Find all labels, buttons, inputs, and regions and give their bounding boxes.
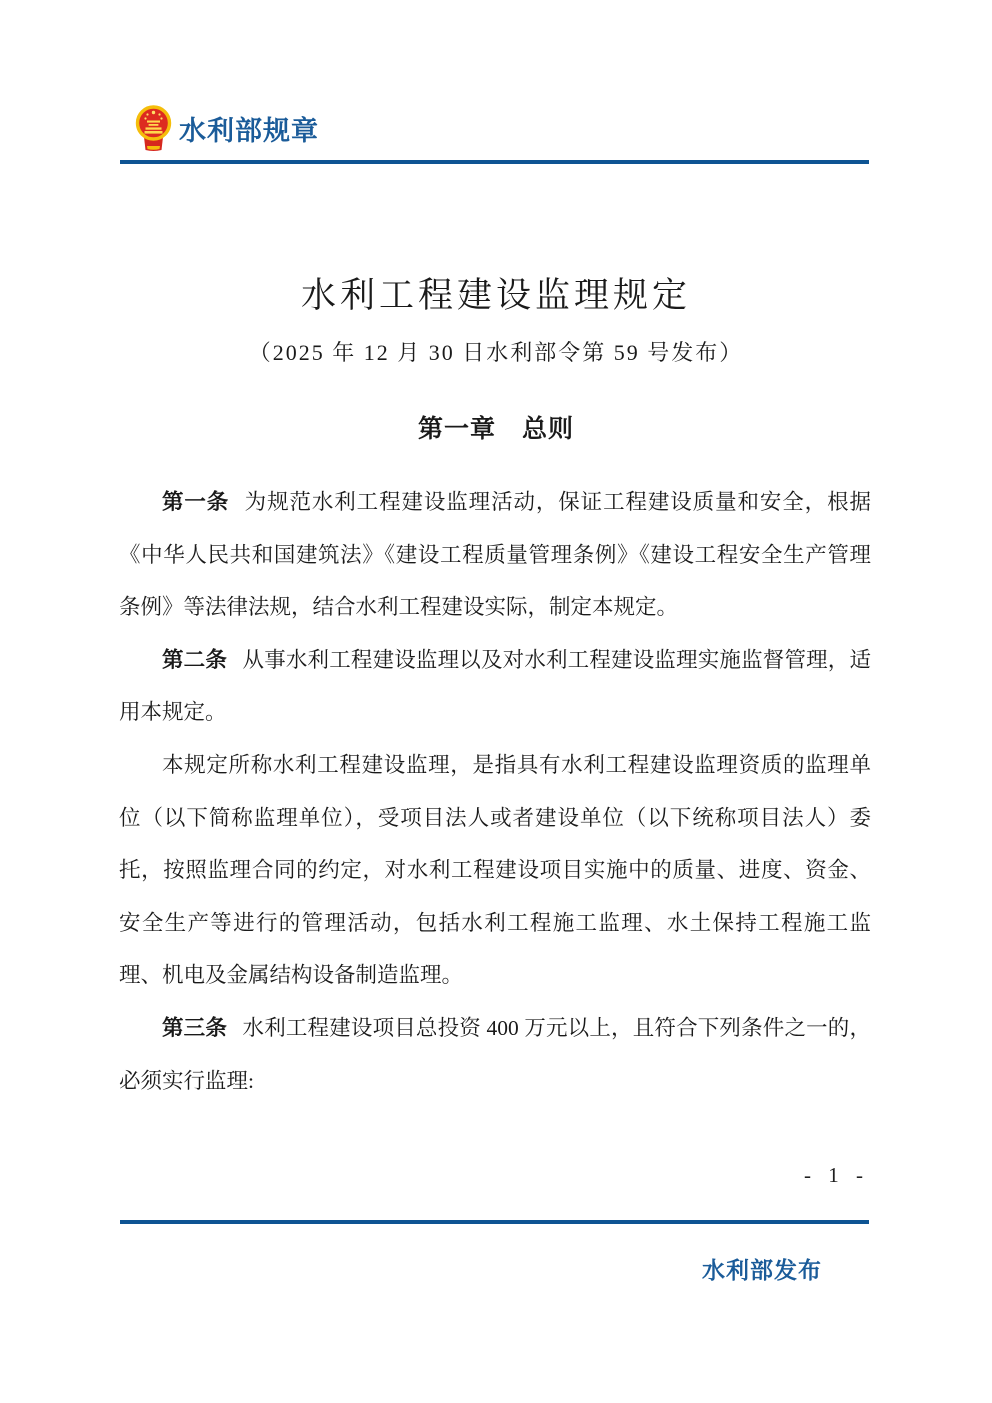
doc-title: 水利工程建设监理规定: [300, 276, 691, 315]
header: [135, 104, 319, 152]
chapter-heading: 第一章 总则: [417, 415, 574, 443]
paragraph-text: 为规范水利工程建设监理活动，保证工程建设质量和安全，根据《中华人民共和国建筑法》《建设工程质量管理条例》《建设工程安全生产管理条例》等法律法规，结合水利工程建设实际，制定本规定。: [119, 490, 871, 620]
paragraph: [119, 739, 871, 1002]
header-category-label: 水利部规章: [179, 115, 319, 146]
paragraph-text: 从事水利工程建设监理以及对水利工程建设监理实施监督管理，适用本规定。: [119, 647, 871, 725]
paragraph-lead: 第一条: [162, 490, 230, 514]
doc-subtitle: （2025 年 12 月 30 日水利部令第 59 号发布）: [248, 340, 744, 365]
paragraph-lead: 第二条: [162, 647, 228, 672]
publisher-label: 水利部发布: [702, 1258, 822, 1283]
national-emblem-icon: [135, 104, 172, 152]
paragraph: [119, 1002, 871, 1107]
header-divider: [120, 160, 869, 164]
document-body: [119, 476, 871, 1107]
paragraph-lead: 第三条: [162, 1015, 228, 1040]
footer-divider: [120, 1220, 869, 1224]
paragraph-text: 本规定所称水利工程建设监理，是指具有水利工程建设监理资质的监理单位（以下简称监理单位），受项目法人或者建设单位（以下统称项目法人）委托，按照监理合同的约定，对水利工程建设项目实施中的质量、进度、资金、安全生产等进行的管理活动，包括水利工程施工监理、水土保持工程施工监理、机电及金属结构设备制造监理。: [119, 752, 871, 988]
paragraph-text: 水利工程建设项目总投资 400 万元以上，且符合下列条件之一的，必须实行监理:: [119, 1015, 871, 1093]
page-number: - 1 -: [804, 1163, 869, 1187]
paragraph: [119, 476, 871, 634]
paragraph: [119, 634, 871, 739]
